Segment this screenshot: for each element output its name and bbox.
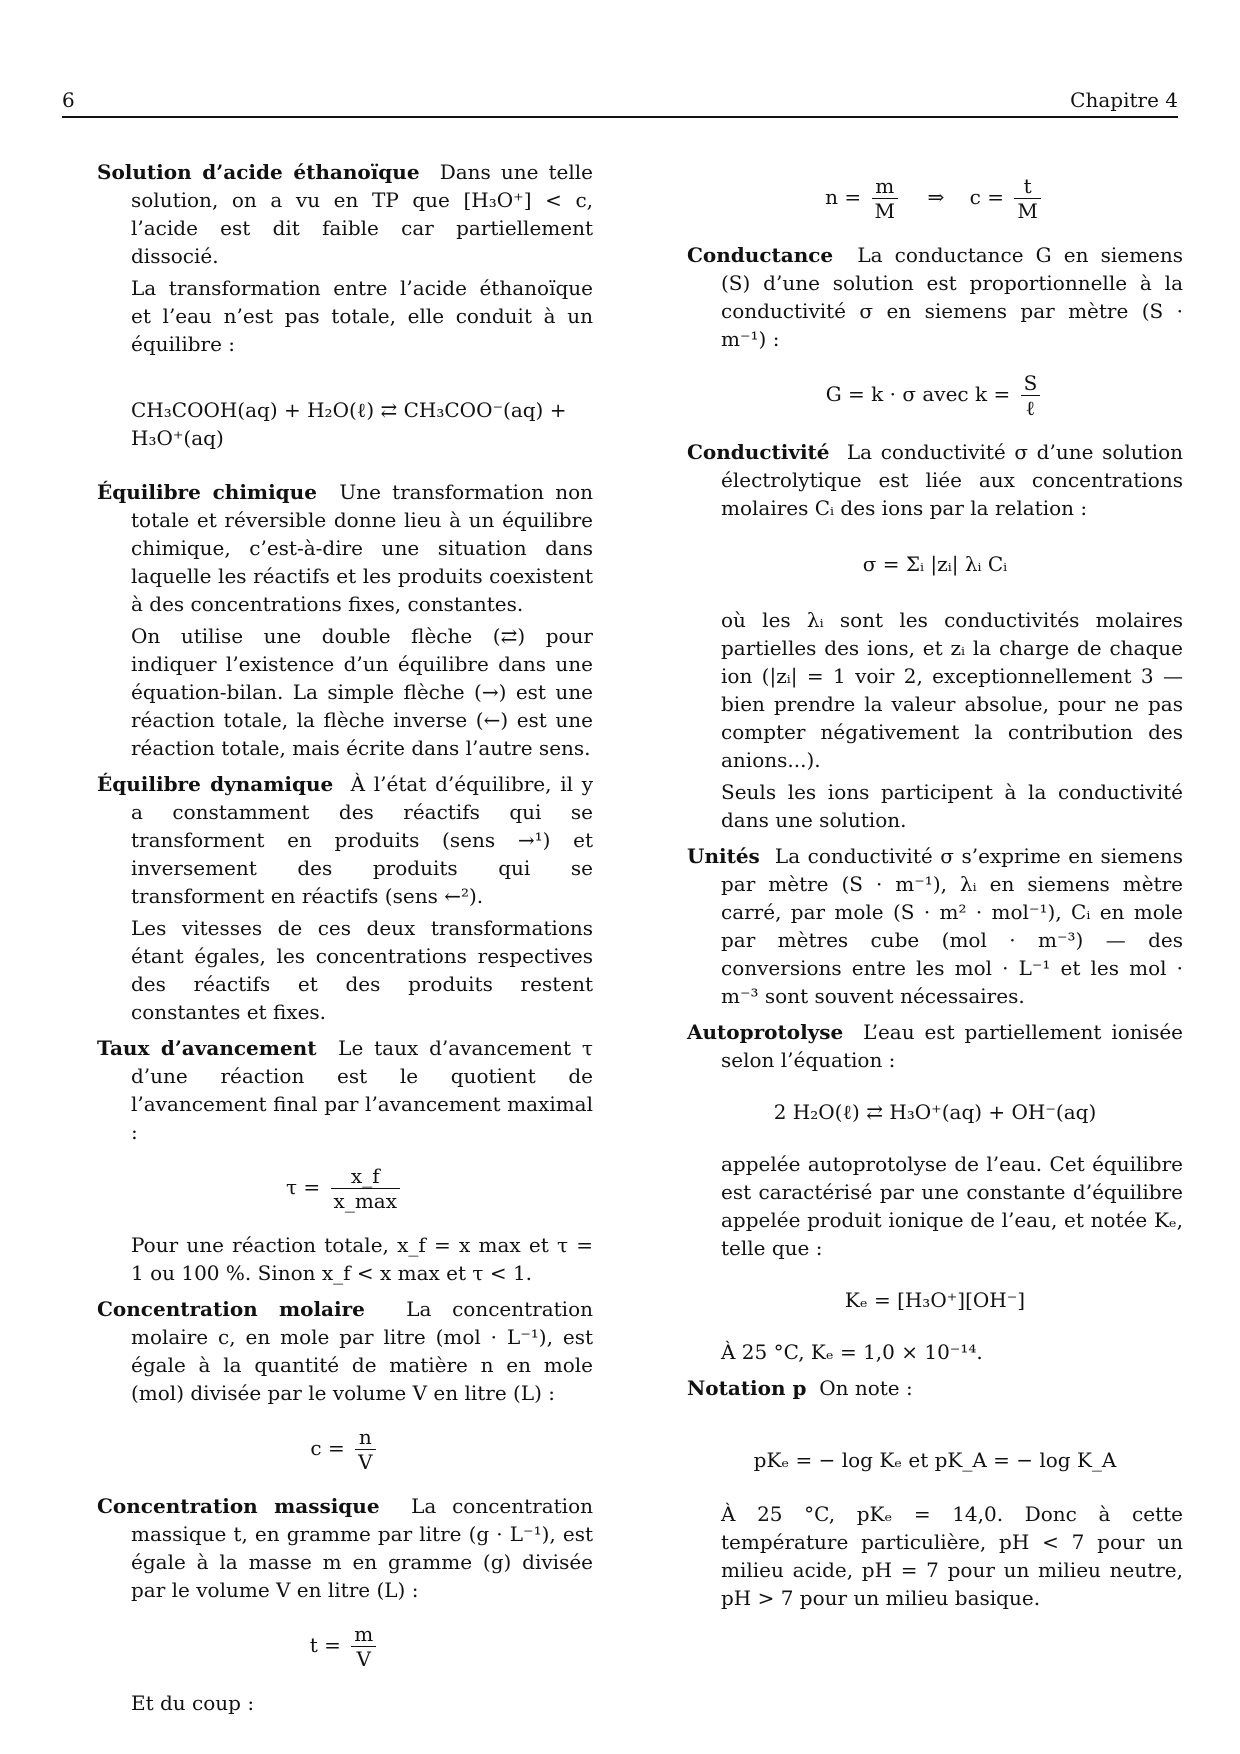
formula-lhs: n = — [825, 185, 862, 209]
formula-numerator: m — [872, 174, 898, 199]
formula-lhs: τ = — [286, 1175, 321, 1199]
formula-lhs: G = k · σ avec k = — [825, 382, 1011, 406]
formula-numerator: n — [355, 1425, 375, 1450]
formula-lhs: c = — [969, 185, 1004, 209]
entry-text: Dans une telle solution, on a vu en TP que [H₃O⁺] < c, l’acide est dit faible car partiellement dissocié. — [131, 160, 594, 268]
entry-text: À l’état d’équilibre, il y a constamment des réactifs qui se transforment en produits (sens →¹) et inversement des produits qui se transforment en réactifs (sens ←²). — [131, 772, 593, 908]
entry-title: Solution d’acide éthanoïque — [97, 160, 420, 184]
entry-title: Notation p — [687, 1376, 807, 1400]
formula-sigma: σ = Σᵢ |zᵢ| λᵢ Cᵢ — [862, 552, 1008, 576]
entry-text: La conductivité σ d’une solution électrolytique est liée aux concentrations molaires Cᵢ des ions par la relation : — [721, 440, 1184, 520]
entry-text: La concentration molaire c, en mole par litre (mol · L⁻¹), est égale à la quantité de matière n en mole (mol) divisée par le volume V en litre (L) : — [131, 1297, 594, 1405]
formula-numerator: S — [1021, 371, 1041, 396]
entry-title: Taux d’avancement — [97, 1036, 317, 1060]
formula-n-c — [687, 174, 1183, 223]
entry-text: La conductance G en siemens (S) d’une solution est proportionnelle à la conductivité σ en siemens par mètre (S · m⁻¹) : — [721, 243, 1184, 351]
entry-unites — [687, 842, 1183, 1010]
entry-equilibre-dynamique — [97, 770, 593, 1026]
formula-denominator: ℓ — [1025, 396, 1036, 420]
entry-paragraph: À 25 °C, Kₑ = 1,0 × 10⁻¹⁴. — [721, 1340, 983, 1364]
entry-text: La conductivité σ s’exprime en siemens par mètre (S · m⁻¹), λᵢ en siemens mètre carré, par mole (S · m² · mol⁻¹), Cᵢ en mole par mètres cube (mol · m⁻³) — des conversions entre les mol · L⁻¹ et les mol · m⁻³ sont souvent nécessaires. — [721, 844, 1184, 1008]
entry-title: Concentration molaire — [97, 1297, 365, 1321]
formula-tau — [97, 1164, 593, 1213]
entry-title: Unités — [687, 844, 760, 868]
formula-ke: Kₑ = [H₃O⁺][OH⁻] — [844, 1288, 1026, 1312]
entry-title: Concentration massique — [97, 1494, 380, 1518]
formula-numerator: t — [1014, 174, 1040, 199]
page-header — [62, 86, 1178, 118]
formula-lhs: t = — [309, 1633, 341, 1657]
formula-lhs: c = — [310, 1436, 345, 1460]
formula-denominator: x_max — [333, 1189, 397, 1213]
entry-title: Autoprotolyse — [687, 1020, 844, 1044]
formula-denominator: V — [356, 1647, 371, 1671]
entry-text: Une transformation non totale et réversible donne lieu à un équilibre chimique, c’est-à-dire une situation dans laquelle les réactifs et les produits coexistent à des concentrations fixes, constantes. — [131, 480, 593, 616]
formula-pk: pKₑ = − log Kₑ et pK_A = − log K_A — [753, 1448, 1117, 1472]
entry-concentration-massique — [97, 1492, 593, 1717]
entry-paragraph: On utilise une double flèche (⇄) pour indiquer l’existence d’un équilibre dans une équation-bilan. La simple flèche (→) est une réaction totale, la flèche inverse (←) est une réaction totale, mais écrite dans l’autre sens. — [131, 624, 593, 760]
right-column — [687, 158, 1183, 1620]
formula-denominator: V — [358, 1450, 373, 1474]
entry-acide-ethanoique — [97, 158, 593, 452]
entry-taux-avancement — [97, 1034, 593, 1287]
formula-numerator: m — [351, 1622, 376, 1647]
entry-paragraph: Les vitesses de ces deux transformations étant égales, les concentrations respectives des réactifs et des produits restent constantes et fixes. — [131, 916, 593, 1024]
entry-title: Équilibre chimique — [97, 480, 317, 504]
implies-symbol: ⇒ — [927, 185, 945, 209]
formula-conductance — [687, 371, 1183, 420]
formula-denominator: M — [1017, 199, 1038, 223]
entry-paragraph: Et du coup : — [131, 1691, 255, 1715]
entry-equilibre-chimique — [97, 478, 593, 762]
entry-paragraph: Pour une réaction totale, x_f = x max et τ = 1 ou 100 %. Sinon x_f < x max et τ < 1. — [131, 1233, 593, 1285]
entry-notation-p — [687, 1374, 1183, 1612]
formula-c — [97, 1425, 593, 1474]
entry-autoprotolyse — [687, 1018, 1183, 1366]
entry-text: Le taux d’avancement τ d’une réaction est le quotient de l’avancement final par l’avancement maximal : — [131, 1036, 593, 1144]
chapter-title: Chapitre 4 — [1070, 88, 1178, 112]
entry-paragraph: À 25 °C, pKₑ = 14,0. Donc à cette température particulière, pH < 7 pour un milieu acide, pH = 7 pour un milieu neutre, pH > 7 pour un milieu basique. — [721, 1502, 1183, 1610]
entry-text: L’eau est partiellement ionisée selon l’équation : — [721, 1020, 1184, 1072]
left-column — [97, 158, 593, 1725]
entry-text: On note : — [819, 1376, 913, 1400]
entry-title: Conductance — [687, 243, 834, 267]
entry-paragraph: Seuls les ions participent à la conductivité dans une solution. — [721, 780, 1183, 832]
page-number: 6 — [62, 88, 75, 112]
entry-paragraph: La transformation entre l’acide éthanoïque et l’eau n’est pas totale, elle conduit à un équilibre : — [131, 276, 593, 356]
entry-paragraph: appelée autoprotolyse de l’eau. Cet équilibre est caractérisé par une constante d’équilibre appelée produit ionique de l’eau, et notée Kₑ, telle que : — [721, 1152, 1183, 1260]
entry-conductivite — [687, 438, 1183, 834]
entry-concentration-molaire — [97, 1295, 593, 1474]
formula-numerator: x_f — [331, 1164, 400, 1189]
formula-t — [97, 1622, 593, 1671]
entry-conductance — [687, 241, 1183, 420]
entry-text: La concentration massique t, en gramme par litre (g · L⁻¹), est égale à la masse m en gramme (g) divisée par le volume V en litre (L) : — [131, 1494, 593, 1602]
equation-autoprotolyse: 2 H₂O(ℓ) ⇄ H₃O⁺(aq) + OH⁻(aq) — [773, 1100, 1097, 1124]
entry-paragraph: où les λᵢ sont les conductivités molaires partielles des ions, et zᵢ la charge de chaque ion (|zᵢ| = 1 voir 2, exceptionnellement 3 — bien prendre la valeur absolue, pour ne pas compter négativement la contribution des anions...). — [721, 608, 1183, 772]
entry-title: Équilibre dynamique — [97, 772, 334, 796]
entry-title: Conductivité — [687, 440, 830, 464]
equation-acide: CH₃COOH(aq) + H₂O(ℓ) ⇄ CH₃COO⁻(aq) + H₃O⁺(aq) — [131, 398, 567, 450]
formula-denominator: M — [874, 199, 896, 223]
